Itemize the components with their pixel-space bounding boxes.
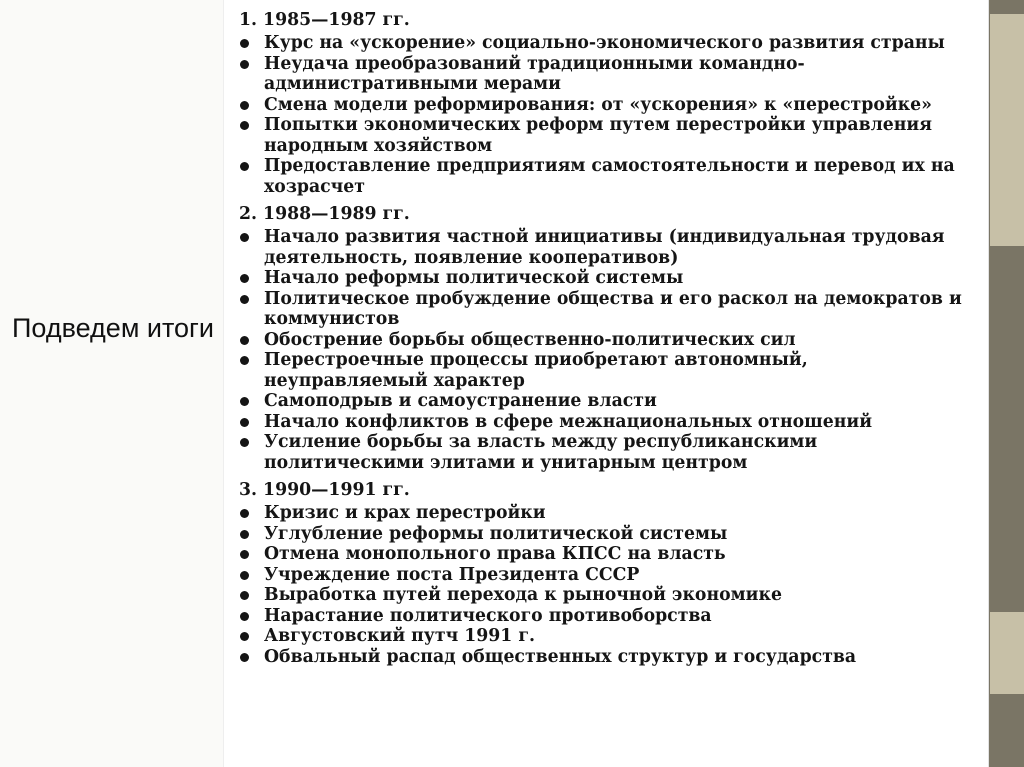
bullet-item: Предоставление предприятиям самостоятельности и перевод их на хозрасчет	[236, 156, 976, 197]
bullet-item: Отмена монопольного права КПСС на власть	[236, 544, 976, 565]
slide-title: Подведем итоги	[12, 313, 214, 343]
decorative-accent-bar-top	[990, 14, 1024, 246]
bullet-item: Кризис и крах перестройки	[236, 503, 976, 524]
bullet-item: Курс на «ускорение» социально-экономического развития страны	[236, 33, 976, 54]
bullet-item: Неудача преобразований традиционными командно-административными мерами	[236, 54, 976, 95]
bullet-item: Нарастание политического противоборства	[236, 606, 976, 627]
bullet-item: Обвальный распад общественных структур и государства	[236, 647, 976, 668]
period-section	[236, 203, 976, 473]
bullet-item: Самоподрыв и самоустранение власти	[236, 391, 976, 412]
bullet-item: Усиление борьбы за власть между республиканскими политическими элитами и унитарным центром	[236, 432, 976, 473]
period-section	[236, 9, 976, 197]
period-section	[236, 479, 976, 667]
bullet-item: Августовский путч 1991 г.	[236, 626, 976, 647]
decorative-accent-bar-bottom	[990, 612, 1024, 694]
bullet-item: Смена модели реформирования: от «ускорения» к «перестройке»	[236, 95, 976, 116]
bullet-item: Учреждение поста Президента СССР	[236, 565, 976, 586]
period-heading: 3. 1990—1991 гг.	[239, 480, 410, 500]
scanned-document	[223, 0, 989, 767]
document-content	[236, 9, 976, 673]
bullet-item: Перестроечные процессы приобретают автономный, неуправляемый характер	[236, 350, 976, 391]
bullet-item: Начало конфликтов в сфере межнациональных отношений	[236, 412, 976, 433]
bullet-item: Попытки экономических реформ путем перестройки управления народным хозяйством	[236, 115, 976, 156]
bullet-item: Выработка путей перехода к рыночной экономике	[236, 585, 976, 606]
bullet-item: Политическое пробуждение общества и его раскол на демократов и коммунистов	[236, 289, 976, 330]
bullet-item: Углубление реформы политической системы	[236, 524, 976, 545]
period-heading: 2. 1988—1989 гг.	[239, 204, 410, 224]
bullet-item: Обострение борьбы общественно-политических сил	[236, 330, 976, 351]
period-heading: 1. 1985—1987 гг.	[239, 10, 410, 30]
bullet-item: Начало реформы политической системы	[236, 268, 976, 289]
bullet-item: Начало развития частной инициативы (индивидуальная трудовая деятельность, появление кооперативов)	[236, 227, 976, 268]
